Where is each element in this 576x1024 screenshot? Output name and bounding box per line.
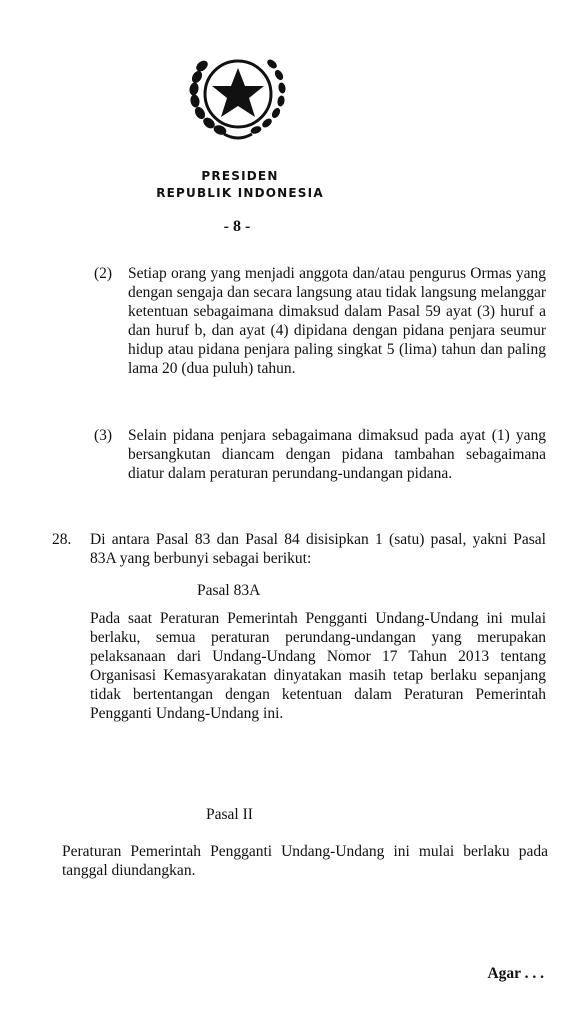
article-text: Pada saat Peraturan Pemerintah Pengganti Undang-Undang ini mulai berlaku, semua peraturan perundang-undangan yang merupakan pelaksanaan dari Undang-Undang Nomor 17 Tahun 2013 tentang Organisasi Kemasyarakatan dinyatakan masih tetap berlaku sepanjang tidak bertentangan dengan ketentuan dalam Peraturan Pemerintah Pengganti Undang-Undang ini. xyxy=(90,610,546,722)
letterhead xyxy=(0,168,480,202)
continuation-marker: Agar . . . xyxy=(487,965,544,982)
item-number: (3) xyxy=(94,427,113,444)
point-text: Di antara Pasal 83 dan Pasal 84 disisipkan 1 (satu) pasal, yakni Pasal 83A yang berbunyi sebagai berikut: xyxy=(90,531,546,567)
section-text: Peraturan Pemerintah Pengganti Undang-Undang ini mulai berlaku pada tanggal diundangkan. xyxy=(62,843,548,879)
point-number: 28. xyxy=(52,531,72,548)
item-text: Selain pidana penjara sebagaimana dimaksud pada ayat (1) yang bersangkutan diancam dengan pidana tambahan sebagaimana diatur dalam peraturan perundang-undangan pidana. xyxy=(128,427,546,482)
header-title: PRESIDEN xyxy=(201,169,279,183)
garuda-star-emblem-icon xyxy=(186,50,290,142)
article-title: Pasal 83A xyxy=(197,582,261,599)
item-number: (2) xyxy=(94,265,113,282)
item-text: Setiap orang yang menjadi anggota dan/atau pengurus Ormas yang dengan sengaja dan secara langsung atau tidak langsung melanggar ketentuan sebagaimana dimaksud dalam Pasal 59 ayat (3) huruf a dan huruf b, dan ayat (4) dipidana dengan pidana penjara seumur hidup atau pidana penjara paling singkat 5 (lima) tahun dan paling lama 20 (dua puluh) tahun. xyxy=(128,265,546,377)
header-subtitle: REPUBLIK INDONESIA xyxy=(156,186,324,200)
page-number: - 8 - xyxy=(223,218,251,235)
section-title: Pasal II xyxy=(206,806,253,823)
